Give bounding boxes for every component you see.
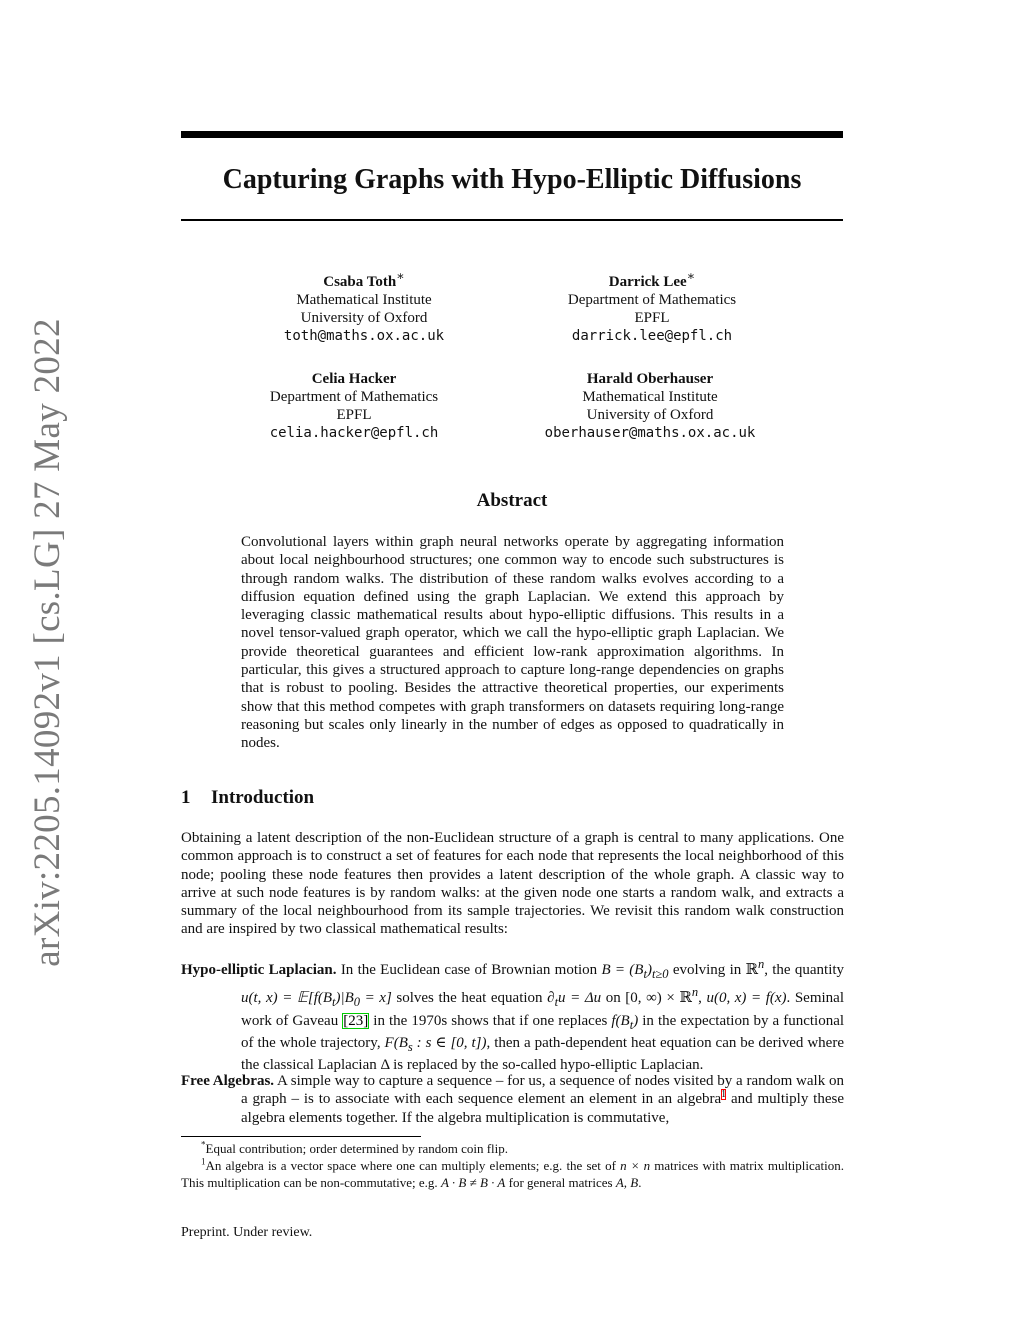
intro-paragraph: Obtaining a latent description of the non-Euclidean structure of a graph is central to many applications. One common approach is to construct a set of features for each node that represents the local neighborhood of this node; pooling these node features then provides a latent description of the whole graph. A classic way to arrive at such node features is by random walks: at the given node one starts a random walk, and extracts a summary of the local neighbourhood from its sample trajectories. We revisit this random walk construction and are inspired by two classical mathematical results: xyxy=(181,830,844,938)
author-block xyxy=(500,370,800,442)
author-affiliation: Mathematical Institute xyxy=(296,292,432,308)
author-affiliation: Mathematical Institute xyxy=(582,389,718,405)
author-email: oberhauser@maths.ox.ac.uk xyxy=(544,425,756,441)
author-affiliation: EPFL xyxy=(634,310,670,326)
author-block xyxy=(204,370,504,442)
author-name: Darrick Lee xyxy=(608,274,687,290)
section-title: Introduction xyxy=(211,787,315,808)
footnote-algebra: $^1$An algebra is a vector space where one can multiply elements; e.g. the set of n × n matrices with matrix multiplication. This multiplication can be non-commutative; e.g. A · B ≠ B · A for general matrices A, B. xyxy=(181,1156,845,1190)
author-email: toth@maths.ox.ac.uk xyxy=(283,328,445,344)
author-name: Harald Oberhauser xyxy=(586,371,714,387)
abstract-heading: Abstract xyxy=(476,490,548,511)
item-text: A simple way to capture a sequence – for us, a sequence of nodes visited by a random walk on a graph – is to associate with each sequence element an element in an algebra xyxy=(241,1073,844,1108)
author-affiliation: Department of Mathematics xyxy=(567,292,737,308)
item-text: on xyxy=(605,990,621,1007)
footnote-rule xyxy=(181,1136,421,1137)
author-affiliation: EPFL xyxy=(336,407,372,423)
author-affiliation: University of Oxford xyxy=(586,407,714,423)
item-text: in the 1970s shows that if one replaces xyxy=(373,1012,608,1029)
hypo-elliptic-laplacian-item xyxy=(181,955,844,1074)
item-lead: Free Algebras. xyxy=(181,1073,275,1089)
author-name: Celia Hacker xyxy=(311,371,397,387)
item-text: In the Euclidean case of Brownian motion xyxy=(340,962,598,978)
item-text: solves the heat equation xyxy=(396,990,543,1007)
math-laplacian: Δ xyxy=(380,1057,390,1074)
author-name: Csaba Toth xyxy=(323,274,397,290)
paper-title: Capturing Graphs with Hypo-Elliptic Diffusions xyxy=(222,164,802,195)
free-algebras-item xyxy=(181,1072,844,1127)
math-initial-condition: u(0, x) = f(x) xyxy=(706,990,787,1007)
title-rule-bottom xyxy=(181,219,843,221)
item-text: in the expectation by a functional of the whole trajectory, xyxy=(241,1012,845,1051)
arxiv-identifier xyxy=(22,317,72,967)
math-brownian-motion: $B = (B_t)_{t\ge 0}$ xyxy=(601,962,669,981)
item-text: . Seminal work of Gaveau xyxy=(241,990,844,1029)
item-text: and multiply these algebra elements together. If the algebra multiplication is commutative, xyxy=(241,1091,845,1126)
footnote-equal-contribution: *Equal contribution; order determined by random coin flip. xyxy=(201,1139,509,1156)
arxiv-identifier-text: arXiv:2205.14092v1 [cs.LG] 27 May 2022 xyxy=(26,317,68,967)
footnote-link[interactable]: 1 xyxy=(721,1089,727,1101)
item-text: evolving in xyxy=(672,962,742,978)
author-block xyxy=(502,267,802,345)
math-trajectory-functional: $F(B_s$ : s ∈ [0, t]) xyxy=(384,1034,487,1054)
citation-link[interactable]: [23] xyxy=(343,1012,369,1029)
math-functional: $f(B_t)$ xyxy=(611,1012,639,1032)
preprint-notice: Preprint. Under review. xyxy=(181,1225,313,1240)
math-expectation: u(t, $x) = 𝔼[f(B_t)|B_0 = x]$ xyxy=(241,990,392,1010)
author-affiliation: Department of Mathematics xyxy=(269,389,439,405)
math-real-space: ℝ$^n$ xyxy=(745,957,765,978)
author-email: celia.hacker@epfl.ch xyxy=(269,425,439,441)
section-heading xyxy=(181,786,843,810)
math-domain: [0, ∞) × ℝ$^n$ xyxy=(625,985,699,1007)
item-lead: Hypo-elliptic Laplacian. xyxy=(181,962,337,978)
math-heat-equation: $\partial_tu = \Delta u$ xyxy=(547,990,602,1010)
title-rule-top xyxy=(181,131,843,138)
section-number: 1 xyxy=(181,787,191,808)
item-text: , xyxy=(698,990,702,1007)
footnotes xyxy=(181,1140,844,1191)
author-block xyxy=(214,267,514,345)
item-text: , the quantity xyxy=(764,962,845,978)
author-email: darrick.lee@epfl.ch xyxy=(571,328,733,344)
item-text: is replaced by the so-called hypo-elliptic Laplacian. xyxy=(393,1057,704,1074)
item-text: , then a path-dependent heat equation can be derived where the classical Laplacian xyxy=(241,1034,844,1074)
equal-contribution-mark: ∗ xyxy=(396,269,405,283)
author-affiliation: University of Oxford xyxy=(300,310,428,326)
abstract-text: Convolutional layers within graph neural networks operate by aggregating information about local neighbourhood structures; one common way to encode such substructures is through random walks. The distribution of these random walks evolves according to a diffusion equation defined using the graph Laplacian. We extend this approach by leveraging classic mathematical results about hypo-elliptic diffusions. This results in a novel tensor-valued graph operator, which we call the hypo-elliptic graph Laplacian. We provide theoretical guarantees and efficient low-rank approximation algorithms. In particular, this gives a structured approach to capture long-range dependencies on graphs that is robust to pooling. Besides the attractive theoretical properties, our experiments show that this method competes with graph transformers on datasets requiring long-range reasoning but scales only linearly in the number of edges as opposed to quadratically in nodes. xyxy=(241,534,784,752)
equal-contribution-mark: ∗ xyxy=(686,269,696,283)
